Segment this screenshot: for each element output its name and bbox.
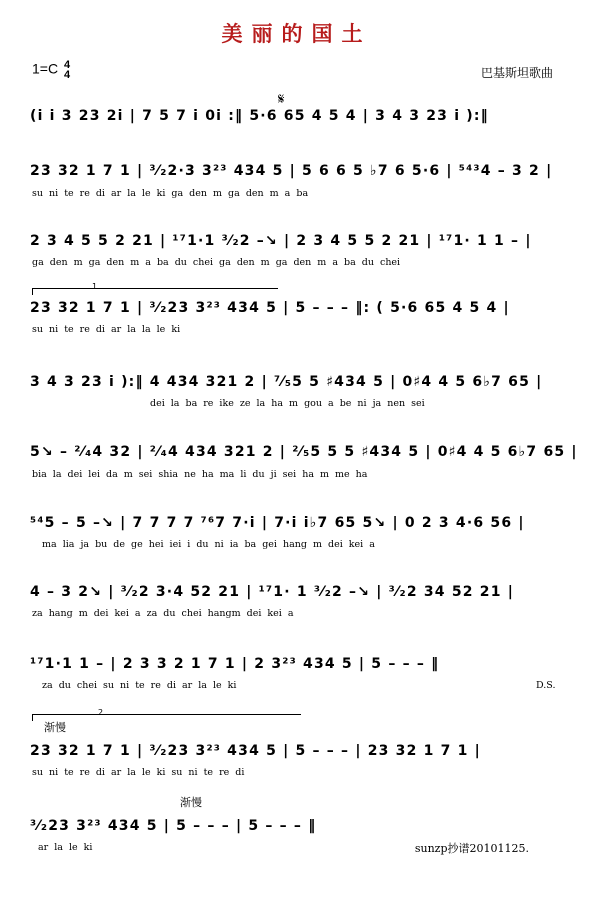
lyrics-row-9: za du chei su ni te re di ar la le ki	[42, 680, 237, 691]
notation-row-4: 23 32 1 7 1 | ³⁄₂23 3²³ 434 5 | 5 – – – ‖: ( 5·6 65 4 5 4 |	[30, 300, 510, 316]
segno-sign: 𝄋	[278, 90, 285, 108]
notation-row-8: 4 – 3 2↘ | ³⁄₂2 3·4 52 21 | ¹⁷1· 1 ³⁄₂2 –↘ | ³⁄₂2 34 52 21 |	[30, 584, 515, 600]
key-signature	[32, 60, 70, 80]
tempo-marking-2: 渐慢	[180, 796, 202, 809]
notation-row-1: (i i 3 23 2i | 7 5 7 i 0i :‖ 5·6 65 4 5 4 | 3 4 3 23 i ):‖	[30, 108, 489, 124]
volta-number-2: 2	[98, 708, 104, 717]
lyrics-row-2: su ni te re di ar la le ki ga den m ga den m a ba	[32, 188, 309, 199]
notation-row-2: 23 32 1 7 1 | ³⁄₂2·3 3²³ 434 5 | 5 6 6 5 ♭7 6 5·6 | ⁵⁴³4 – 3 2 |	[30, 163, 553, 179]
song-origin: 巴基斯坦歌曲	[480, 66, 553, 80]
notation-row-7: ⁵⁴5 – 5 –↘ | 7 7 7 7 ⁷⁶7 7·i | 7·i i♭7 65 5↘ | 0 2 3 4·6 56 |	[30, 515, 525, 531]
volta-number-1: 1	[92, 282, 98, 291]
notation-row-6: 5↘ – ²⁄₄4 32 | ²⁄₄4 434 321 2 | ²⁄₅5 5 5 ♯434 5 | 0♯4 4 5 6♭7 65 |	[30, 444, 578, 460]
meter-bottom: 4	[63, 69, 71, 81]
meter-top: 4	[63, 59, 71, 71]
notation-row-9: ¹⁷1·1 1 – | 2 3 3 2 1 7 1 | 2 3²³ 434 5 | 5 – – – ‖	[30, 656, 440, 672]
volta-bracket-1	[32, 288, 278, 295]
lyrics-row-5: dei la ba re ike ze la ha m gou a be ni ja nen sei	[150, 398, 425, 409]
volta-bracket-2	[32, 714, 301, 721]
lyrics-row-7: ma lia ja bu de ge hei iei i du ni ia ba gei hang m dei kei a	[42, 539, 375, 550]
lyrics-row-10: su ni te re di ar la le ki su ni te re di	[32, 767, 245, 778]
notation-row-11: ³⁄₂23 3²³ 434 5 | 5 – – – | 5 – – – ‖	[30, 818, 317, 834]
lyrics-row-11: ar la le ki	[38, 842, 93, 853]
lyrics-row-4: su ni te re di ar la la le ki	[32, 324, 181, 335]
notation-row-5: 3 4 3 23 i ):‖ 4 434 321 2 | ⁷⁄₅5 5 ♯434 5 | 0♯4 4 5 6♭7 65 |	[30, 374, 543, 390]
transcriber-credit: sunzp抄谱20101125.	[414, 842, 529, 855]
lyrics-row-3: ga den m ga den m a ba du chei ga den m ga den m a ba du chei	[32, 257, 401, 268]
key-label: 1=C	[32, 60, 59, 77]
tempo-marking-1: 渐慢	[44, 721, 66, 734]
da-segno-mark: D.S.	[536, 680, 556, 691]
lyrics-row-8: za hang m dei kei a za du chei hangm dei kei a	[32, 608, 294, 619]
time-signature	[64, 60, 70, 80]
notation-row-3: 2 3 4 5 5 2 21 | ¹⁷1·1 ³⁄₂2 –↘ | 2 3 4 5 5 2 21 | ¹⁷1· 1 1 – |	[30, 233, 532, 249]
notation-row-10: 23 32 1 7 1 | ³⁄₂23 3²³ 434 5 | 5 – – – | 23 32 1 7 1 |	[30, 743, 481, 759]
song-title: 美丽的国土	[221, 21, 372, 46]
lyrics-row-6: bia la dei lei da m sei shia ne ha ma li du ji sei ha m me ha	[32, 469, 368, 480]
